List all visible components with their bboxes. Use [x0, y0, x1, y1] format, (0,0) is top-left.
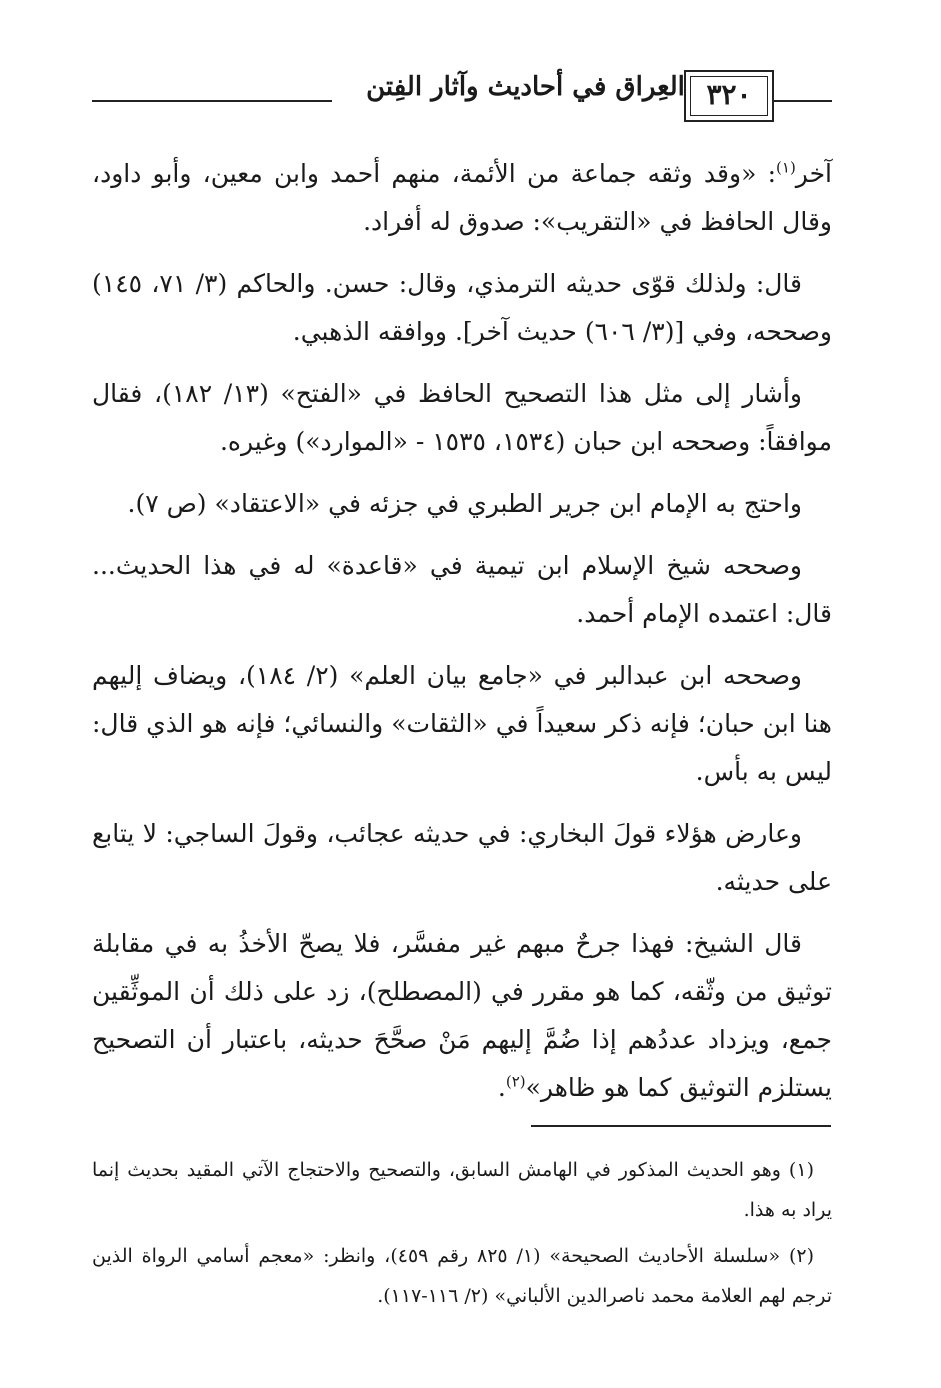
- footnotes: [92, 1150, 832, 1322]
- running-header: [92, 64, 832, 134]
- text: : «وقد وثقه جماعة من الأئمة، منهم أحمد وابن معين، وأبو داود، وقال الحافظ في «التقريب»: صدوق له أفراد.: [92, 159, 832, 236]
- page-number-frame: [684, 70, 774, 122]
- paragraph-7: وعارض هؤلاء قولَ البخاري: في حديثه عجائب، وقولَ الساجي: لا يتابع على حديثه.: [92, 819, 832, 896]
- text: آخر: [795, 159, 832, 188]
- text: قال الشيخ: فهذا جرحٌ مبهم غير مفسَّر، فلا يصحّ الأخذُ به في مقابلة توثيق من وثّقه، كما هو مقرر في (المصطلح)، زد على ذلك أن الموثِّقين جمع، ويزداد عددُهم إذا ضُمَّ إليهم مَنْ صحَّحَ حديثه، باعتبار أن التصحيح يستلزم التوثيق كما هو ظاهر»: [92, 929, 832, 1102]
- paragraph-3: وأشار إلى مثل هذا التصحيح الحافظ في «الفتح» (١٣/ ١٨٢)، فقال موافقاً: وصححه ابن حبان (١٥٣٤، ١٥٣٥ - «الموارد») وغيره.: [92, 379, 832, 456]
- footnote-ref-1[interactable]: (١): [776, 158, 796, 177]
- text: .: [497, 1073, 506, 1102]
- page-number: ٣٢٠: [706, 78, 752, 111]
- main-text: [92, 150, 832, 1126]
- paragraph-1: [92, 150, 832, 246]
- paragraph-4: واحتج به الإمام ابن جرير الطبري في جزئه في «الاعتقاد» (ص ٧).: [127, 489, 802, 518]
- header-rule-right: [774, 100, 832, 102]
- paragraph-5: وصححه شيخ الإسلام ابن تيمية في «قاعدة» له في هذا الحديث... قال: اعتمده الإمام أحمد.: [92, 551, 832, 628]
- paragraph-8: [92, 920, 832, 1112]
- footnote-2: (٢) «سلسلة الأحاديث الصحيحة» (١/ ٨٢٥ رقم ٤٥٩)، وانظر: «معجم أسامي الرواة الذين ترجم لهم العلامة محمد ناصرالدين الألباني» (٢/ ١١٦-١١٧).: [92, 1245, 832, 1307]
- footnote-1: (١) وهو الحديث المذكور في الهامش السابق، والتصحيح والاحتجاج الآتي المقيد بحديث إنما يراد به هذا.: [92, 1159, 832, 1221]
- footnote-ref-2[interactable]: (٢): [505, 1072, 526, 1091]
- footnote-separator: [531, 1125, 831, 1127]
- book-title: العِراق في أحاديث وآثار الفِتن: [366, 72, 685, 102]
- header-rule-left: [92, 100, 332, 102]
- paragraph-2: قال: ولذلك قوّى حديثه الترمذي، وقال: حسن. والحاكم (٣/ ٧١، ١٤٥) وصححه، وفي [(٣/ ٦٠٦) حديث آخر]. ووافقه الذهبي.: [92, 269, 832, 346]
- paragraph-6: وصححه ابن عبدالبر في «جامع بيان العلم» (٢/ ١٨٤)، ويضاف إليهم هنا ابن حبان؛ فإنه ذكر سعيداً في «الثقات» والنسائي؛ فإنه هو الذي قال: ليس به بأس.: [92, 661, 832, 786]
